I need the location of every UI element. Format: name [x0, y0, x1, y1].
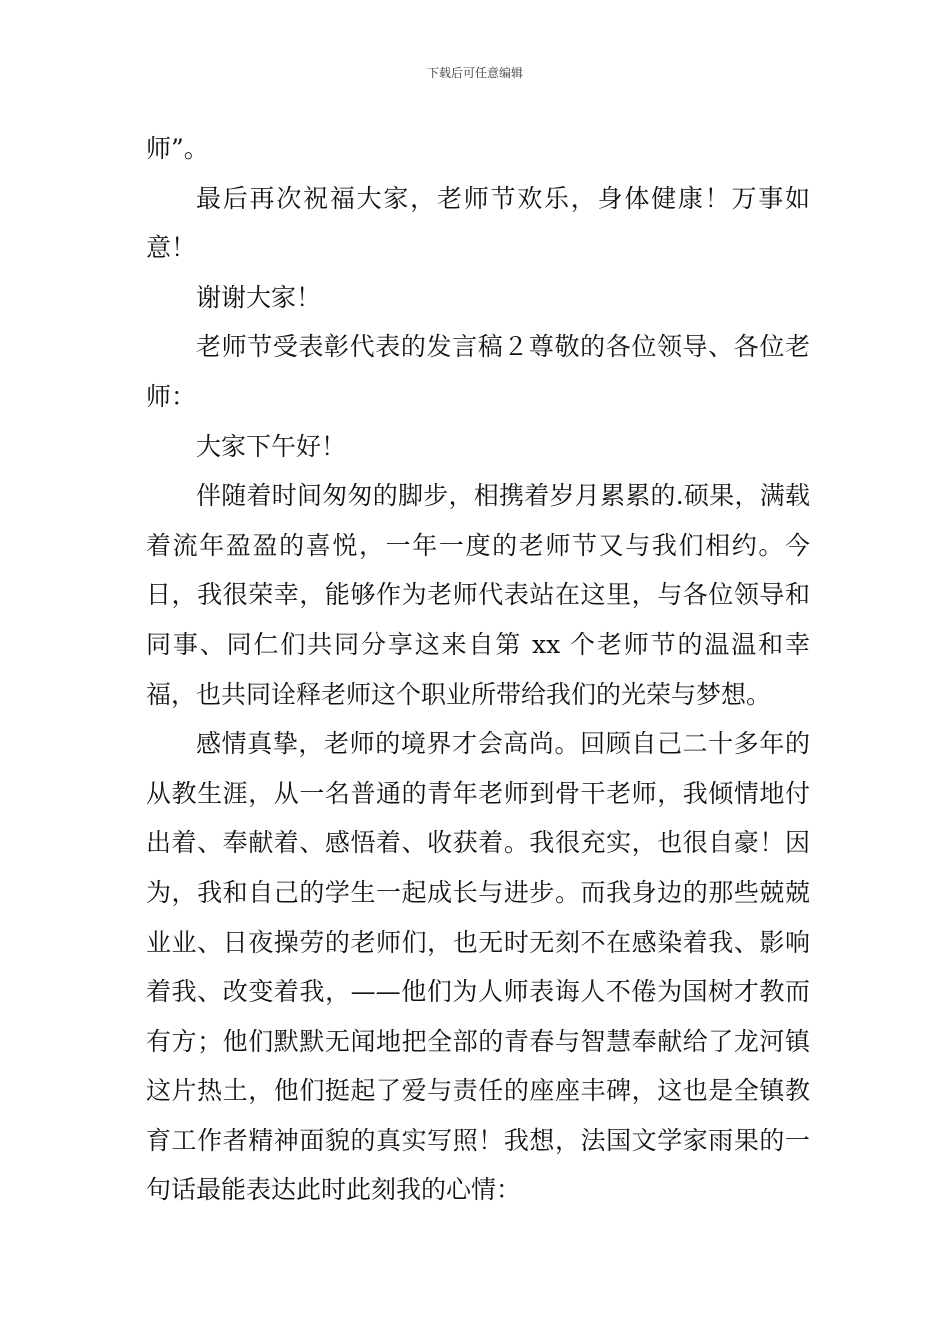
paragraph-intro: 伴随着时间匆匆的脚步，相携着岁月累累的.硕果，满载着流年盈盈的喜悦，一年一度的老师节又与我们相约。今日，我很荣幸，能够作为老师代表站在这里，与各位领导和同事、同仁们共同分享这来自第 xx 个老师节的温温和幸福，也共同诠释老师这个职业所带给我们的光荣与梦想。: [146, 481, 810, 709]
paragraph-thanks: 谢谢大家！: [196, 282, 322, 312]
paragraph-speech-title: 老师节受表彰代表的发言稿２尊敬的各位领导、各位老师：: [146, 332, 810, 411]
page-header: 下载后可任意编辑: [426, 66, 523, 80]
paragraph-closing-quote: 师”。: [146, 134, 209, 163]
paragraph-reflection: 感情真挚，老师的境界才会高尚。回顾自己二十多年的从教生涯，从一名普通的青年老师到骨干老师，我倾情地付出着、奉献着、感悟着、收获着。我很充实，也很自豪！因为，我和自己的学生一起成长与进步。而我身边的那些兢兢业业、日夜操劳的老师们，也无时无刻不在感染着我、影响着我、改变着我，——他们为人师表诲人不倦为国树才教而有方；他们默默无闻地把全部的青春与智慧奉献给了龙河镇这片热土，他们挺起了爱与责任的座座丰碑，这也是全镇教育工作者精神面貌的真实写照！我想，法国文学家雨果的一句话最能表达此时此刻我的心情：: [146, 729, 810, 1205]
paragraph-greeting: 大家下午好！: [196, 431, 347, 461]
paragraph-wishes: 最后再次祝福大家，老师节欢乐，身体健康！万事如意！: [146, 183, 810, 263]
document-body: [146, 124, 810, 1215]
